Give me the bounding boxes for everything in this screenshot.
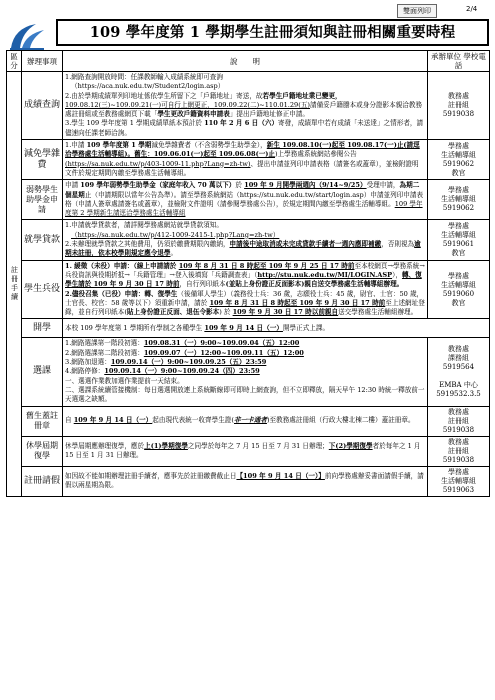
contact-unit: 學務處 <box>448 271 469 280</box>
contact-phone: 5919060 <box>442 289 475 298</box>
contact-phone: 5919038 <box>442 110 475 119</box>
course-l1b: 109.08.31（一）9:00~109.09.04（五）12:00 <box>143 339 300 348</box>
contact-phone: 5919038 <box>442 455 475 464</box>
contact-section: 生活輔導組 <box>441 476 476 485</box>
contact-section: 註冊組 <box>448 416 469 425</box>
fee-l1b: 109 學年度第 1 學期 <box>86 141 152 150</box>
loan-l2b: 申請後中途取消或未完成貸款手續者一週內應即補繳 <box>229 240 382 249</box>
leave-l1a: 如因故不能如期辦理註冊手續者，應事先於註冊繳費截止日 <box>65 471 237 480</box>
item-suspension: 休學屆期復學 <box>22 436 63 466</box>
col-contact: 承辦單位 學校電話 <box>428 51 490 72</box>
aid-l1e: 受理申請， <box>366 181 400 190</box>
course-l3b: 109.09.14（一）9:00~109.09.25（五）23:59 <box>110 358 267 367</box>
course-l2b: 109.09.07（一）12:00~109.09.11（五）12:00 <box>143 348 304 357</box>
contact-phone: 5919564 <box>442 362 475 371</box>
id-l1e: )至教務處註冊組（行政大樓北棟二樓）蓋註冊章。 <box>266 416 415 425</box>
contact-loan <box>428 220 490 260</box>
desc-course <box>63 338 428 406</box>
contact-section: 生活輔導組 <box>441 195 476 204</box>
fee-link[interactable]: (https://sa.nuk.edu.tw/p/403-1009-11.php?Lang=zh-tw) <box>65 159 251 168</box>
loan-l1: 1.申請就學貸款者，請詳閱學務處網站就學貸款須知。 <box>65 221 223 230</box>
zone-registration <box>7 72 22 497</box>
desc-military <box>63 260 428 319</box>
col-item: 辦理事項 <box>22 51 63 72</box>
grades-line3c: 寄發，成績單中若有成績「未送達」之情形者，請儘速向任課老師洽詢。 <box>65 119 424 137</box>
start-l1c: 開學正式上課。 <box>282 323 330 332</box>
fee-l1c: 減免學雜費者（不含弱勢學生助學金）， <box>151 141 267 150</box>
contact-section: 課務組 <box>448 353 469 362</box>
sus-l1e: 者於每年之 1 月 15 日至 1 月 31 日辦理。 <box>65 441 421 459</box>
aid-l1g: 止（申請期限以當年公告為準）。請至學務系統網站（https://stu.nuk.edu.tw/start/login.asp）申請並列印申請表格（申請人簽章處請簽名或蓋章），並檢附文件證明（請參閱學務處公告），於規定期間內繳至學務處生活輔導組。 <box>65 190 424 208</box>
contact-section: 生活輔導組 <box>441 280 476 289</box>
item-grades: 成績查詢 <box>22 72 63 140</box>
contact-military <box>428 260 490 319</box>
mil-l2g: ) 於 <box>219 308 233 317</box>
row-fee-waiver <box>7 140 490 180</box>
mil-l2d: 109 年 8 月 31 日 8 時起至 109 年 9 月 30 日 17 時前 <box>209 298 386 307</box>
course-l4a: 4.網路停修： <box>65 367 105 376</box>
contact-extra: 教官 <box>451 298 466 307</box>
registration-table <box>6 50 490 497</box>
loan-l2c: ，否則視為 <box>381 240 415 249</box>
mil-l1i: 親自送交學務處生活輔導組辦理。 <box>304 280 404 289</box>
start-l1b: 109 年 9 月 14 日（一） <box>204 323 283 332</box>
mil-l2i: 送交學務處生活輔組辦理。 <box>338 308 418 317</box>
mil-l1f: 轉、復學生請於 109 年 9 月 30 日 17 時前 <box>65 270 422 289</box>
desc-suspension <box>63 436 428 466</box>
id-l1d: 非一卡通者 <box>233 416 267 425</box>
sus-l1a: 休學屆期應辦理復學，應於 <box>65 441 145 450</box>
contact-emba: EMBA 中心 <box>439 380 478 389</box>
university-logo-icon <box>8 20 48 52</box>
mil-link[interactable]: http://stu.nuk.edu.tw/MI/LOGIN.ASP <box>257 270 393 279</box>
desc-leave <box>63 466 428 496</box>
contact-phone: 5919038 <box>442 425 475 434</box>
aid-l1d: 109 年 9 月開學兩週內（9/14~9/25） <box>244 181 367 190</box>
id-l1b: 109 年 9 月 14 日（一） <box>73 416 153 425</box>
grades-line3a: 3.學生 109 學年度第 1 學期成績單紙本預計於 <box>65 119 205 128</box>
col-zone: 區分 <box>7 51 22 72</box>
contact-unit: 教務處 <box>448 344 469 353</box>
desc-start <box>63 319 490 338</box>
mil-l1h: (並貼上身份證正反面影本) <box>225 280 305 289</box>
course-l1a: 1.網路選課第一階段初選： <box>65 339 144 348</box>
item-fee-waiver: 減免學雜費 <box>22 140 63 180</box>
mil-l1e: ）， <box>392 270 402 279</box>
grades-line2d: 請備妥戶籍謄本或身分證影本親洽教務處註冊組或至教務處網頁下載「 <box>65 100 423 119</box>
desc-aid <box>63 180 428 220</box>
zone-label: 註冊手續 <box>10 265 19 302</box>
desc-fee-waiver <box>63 140 428 180</box>
grades-link[interactable]: （https://aca.nuk.edu.tw/Student2/login.asp） <box>71 82 225 91</box>
fee-l1d: 新生 109.08.10(一)起至 109.08.17(一)止(請逕洽學務處生活輔導組)。 <box>65 141 420 159</box>
contact-section: 生活輔導組 <box>441 231 476 240</box>
row-aid <box>7 180 490 220</box>
id-l1a: 自 <box>65 416 74 425</box>
aid-l1c: 於 <box>235 181 245 190</box>
duplex-print-button[interactable]: 雙面列印 <box>397 4 437 18</box>
contact-extra: 教官 <box>451 168 466 177</box>
page-number: 2/4 <box>466 5 478 13</box>
contact-section: 生活輔導組 <box>441 150 476 159</box>
grades-line2b: 若學生戶籍地址業已變更， <box>262 91 342 100</box>
contact-unit: 教務處 <box>448 437 469 446</box>
grades-line2f: 」提出戶籍地址修正申請。 <box>229 110 309 119</box>
desc-id-card <box>63 406 428 436</box>
loan-link[interactable]: （https://sa.nuk.edu.tw/p/412-1009-2415-1.php?Lang=zh-tw） <box>71 230 280 239</box>
page-title: 109 學年度第 1 學期學生註冊須知與註冊相關重要時程 <box>56 19 489 46</box>
sus-l1b: 上(1)學期復學 <box>144 441 188 450</box>
row-grades <box>7 72 490 140</box>
course-note1: 一、選選作業教加選作業提前一天結束。 <box>65 376 184 385</box>
col-description: 說 明 <box>63 51 428 72</box>
grades-line2a: 2.由於學期成績單列印地址係依學生所留下之「戶籍地址」寄送，故 <box>65 91 263 100</box>
item-leave: 註冊請假 <box>22 466 63 496</box>
row-id-card <box>7 406 490 436</box>
fee-l1a: 1.申請 <box>65 141 87 150</box>
grades-line2c: 109.08.12(三)~109.09.21(一)可自行上網更正，109.09.22(二)~110.01.29(五) <box>65 100 310 109</box>
contact-unit: 學務處 <box>448 141 469 150</box>
desc-grades <box>63 72 428 140</box>
contact-leave <box>428 466 490 496</box>
fee-l1e: 舊生：109.06.01(一)起至 109.06.08(一)止 <box>134 150 276 159</box>
mil-l1c: 至本校網頁→學務系統→兵役資訊與役期折抵→「兵籍管理」→登入後填寫「兵籍調查表」（ <box>65 261 425 279</box>
contact-unit: 教務處 <box>448 92 469 101</box>
item-course: 選課 <box>22 338 63 406</box>
fee-l1f: )上學務處系統網站參閱公告 <box>275 150 357 159</box>
mil-l2e: 至上述網址登錄，並自行列印紙本( <box>65 298 425 317</box>
desc-loan <box>63 220 428 260</box>
contact-aid <box>428 180 490 220</box>
loan-l2e: 。 <box>170 249 178 258</box>
contact-phone: 5919061 <box>442 240 475 249</box>
item-start: 開學 <box>22 319 63 338</box>
course-note2: 二、選課系統續管接機制：每日選選開放連上系統斷線即可即時上網查詢，但不立即釋放，隔天早午 12:30 時統一釋放前一天選選之缺額。 <box>65 385 425 404</box>
contact-section: 註冊組 <box>448 101 469 110</box>
course-l2a: 2.網路選課第二階段初選： <box>65 348 144 357</box>
mil-l2a: 2.儘役召集（已役）申請： <box>65 289 145 298</box>
item-aid: 弱勢學生助學金申請 <box>22 180 63 220</box>
aid-l1h: 109 學年度第 2 學期新生請逕洽學務處生活輔導組 <box>65 199 423 218</box>
aid-l1f: 為期二個星期 <box>65 181 420 199</box>
mil-l1a: 1. 緩徵（未役）申請：（線上申請請於 <box>65 261 179 270</box>
grades-line2e: 學生更改戶籍資料申請表 <box>157 110 230 119</box>
mil-l1b: 109 年 8 月 31 日 8 時起至 109 年 9 月 25 日 17 時前 <box>178 261 355 270</box>
id-l1c: 起由現代表統一收齊學生證( <box>152 416 234 425</box>
contact-id-card <box>428 406 490 436</box>
fee-l1h: 、提出申請並列印申請表格（請簽名或蓋章），並檢附證明文件於規定期間內繳至學務處生活輔導組。 <box>65 159 419 177</box>
table-header-row <box>7 51 490 72</box>
mil-l2f: 貼上身份證正反面、退伍令影本 <box>126 308 220 317</box>
contact-unit: 學務處 <box>448 467 469 476</box>
mil-l1g: ，自行列印紙本 <box>179 280 226 289</box>
start-l1a: 本校 109 學年度第 1 學期所有學制之各種學生 <box>65 323 205 332</box>
contact-phone: 5919062 <box>442 204 475 213</box>
row-military <box>7 260 490 319</box>
leave-l1b: 【109 年 9 月 14 日（一）】 <box>236 471 325 480</box>
contact-suspension <box>428 436 490 466</box>
row-loan <box>7 220 490 260</box>
item-id-card: 舊生蓋註冊章 <box>22 406 63 436</box>
contact-emba-phone: 5919532.3.5 <box>436 389 481 398</box>
row-suspension <box>7 436 490 466</box>
loan-l2d: 逾期未註冊，依本校學則規定應令退學 <box>65 240 421 258</box>
contact-section: 註冊組 <box>448 446 469 455</box>
course-l4b: 109.09.14（一）9:00~109.09.24（四）23:59 <box>104 367 260 376</box>
mil-l2h: 109 年 9 月 30 日 17 時以前親自 <box>232 308 339 317</box>
contact-unit: 學務處 <box>448 222 469 231</box>
contact-spacer <box>430 372 487 381</box>
aid-l1a: 申請 <box>65 181 81 190</box>
top-bar <box>0 0 495 20</box>
contact-fee-waiver <box>428 140 490 180</box>
sus-l1c: 之同學於每年之 7 月 15 日至 7 月 31 日辦理； <box>187 441 329 450</box>
contact-course <box>428 338 490 406</box>
item-military: 學生兵役 <box>22 260 63 319</box>
row-course <box>7 338 490 406</box>
sus-l1d: 下(2)學期復學 <box>328 441 373 450</box>
course-l3a: 3.網路加退選： <box>65 358 111 367</box>
contact-unit: 學務處 <box>448 186 469 195</box>
row-leave <box>7 466 490 496</box>
grades-line1: 1.網路查詢開放時間：任課教師輸入成績系統即可查詢 <box>65 73 223 81</box>
mil-l2c: （後備軍人學生）（義務役士兵：36 歲，志願役士兵：45 歲，尉官、士官：50 歲，士官長、校官：58 歲等以下）須重新申請，請於 <box>65 289 424 307</box>
grades-line3b: 110 年 2 月 6 日（六） <box>204 119 279 128</box>
mil-l2b: 轉、復學生 <box>144 289 178 298</box>
contact-extra: 教官 <box>451 249 466 258</box>
contact-unit: 教務處 <box>448 407 469 416</box>
contact-phone: 5919062 <box>442 159 475 168</box>
leave-l1c: 前向學務處辦妥書面請假手續，請假以兩星期為限。 <box>65 471 424 489</box>
contact-grades <box>428 72 490 140</box>
aid-l1b: 109 學年弱勢學生助學金（家庭年收入 70 萬以下） <box>80 181 236 190</box>
row-start <box>7 319 490 338</box>
contact-phone: 5919063 <box>442 485 475 494</box>
item-loan: 就學貸款 <box>22 220 63 260</box>
loan-l2a: 2.未辦理就學貸款之其他費用，仍須於繳費期限內繳納， <box>65 240 230 249</box>
